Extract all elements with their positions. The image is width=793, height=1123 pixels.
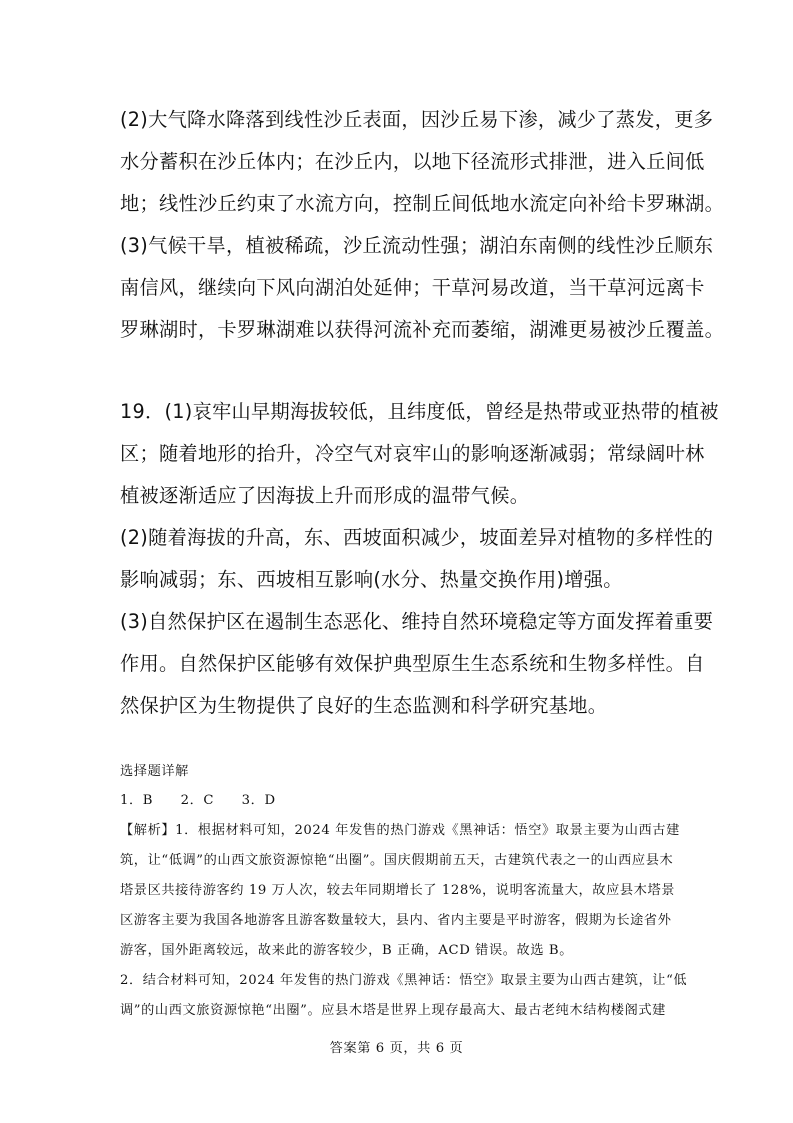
detail-heading: 选择题详解 [120,764,189,779]
analysis-1-line-3: 塔景区共接待游客约 19 万人次，较去年同期增长了 128%，说明客流量大，故应县木塔景 [120,883,676,898]
q19-part3-line-1: (3)自然保护区在遏制生态恶化、维持自然环境稳定等方面发挥着重要 [120,610,714,633]
q18-part3-line-2: 南信风，继续向下风向湖泊处延伸；干草河易改道，当干草河远离卡 [120,276,705,299]
analysis-1-line-1: 【解析】1．根据材料可知，2024 年发售的热门游戏《黑神话：悟空》取景主要为山西古建 [120,823,680,838]
q19-part1-line-1: 19．(1)哀牢山早期海拔较低，且纬度低，曾经是热带或亚热带的植被 [120,400,719,423]
page-footer: 答案第 6 页，共 6 页 [329,1041,464,1056]
q18-part2-line-3: 地；线性沙丘约束了水流方向，控制丘间低地水流定向补给卡罗琳湖。 [120,192,725,215]
analysis-1-line-2: 筑，让“低调”的山西文旅资源惊艳“出圈”。国庆假期前五天，古建筑代表之一的山西应县木 [120,853,674,868]
q19-part1-line-3: 植被逐渐适应了因海拔上升而形成的温带气候。 [120,484,530,507]
q18-part3-line-1: (3)气候干旱，植被稀疏，沙丘流动性强；湖泊东南侧的线性沙丘顺东 [120,234,714,257]
analysis-2-line-1: 2．结合材料可知，2024 年发售的热门游戏《黑神话：悟空》取景主要为山西古建筑，让“低 [120,973,688,988]
q18-part2-line-2: 水分蓄积在沙丘体内；在沙丘内，以地下径流形式排泄，进入丘间低 [120,150,705,173]
q18-part3-line-3: 罗琳湖时，卡罗琳湖难以获得河流补充而萎缩，湖滩更易被沙丘覆盖。 [120,318,725,341]
q19-part3-line-3: 然保护区为生物提供了良好的生态监测和科学研究基地。 [120,694,608,717]
q19-part3-line-2: 作用。自然保护区能够有效保护典型原生生态系统和生物多样性。自 [120,652,705,675]
analysis-2-line-2: 调”的山西文旅资源惊艳“出圈”。应县木塔是世界上现存最高大、最古老纯木结构楼阁式建 [120,1003,666,1018]
answer-key: 1．B 2．C 3．D [120,793,276,808]
analysis-1-line-4: 区游客主要为我国各地游客且游客数量较大，县内、省内主要是平时游客，假期为长途省外 [120,913,672,928]
q19-part2-line-2: 影响减弱；东、西坡相互影响(水分、热量交换作用)增强。 [120,568,623,591]
q18-part2-line-1: (2)大气降水降落到线性沙丘表面，因沙丘易下渗，减少了蒸发，更多 [120,108,714,131]
q19-part2-line-1: (2)随着海拔的升高，东、西坡面积减少，坡面差异对植物的多样性的 [120,526,714,549]
analysis-1-line-5: 游客，国外距离较远，故来此的游客较少，B 正确，ACD 错误。故选 B。 [120,943,573,958]
q19-part1-line-2: 区；随着地形的抬升，冷空气对哀牢山的影响逐渐减弱；常绿阔叶林 [120,442,705,465]
